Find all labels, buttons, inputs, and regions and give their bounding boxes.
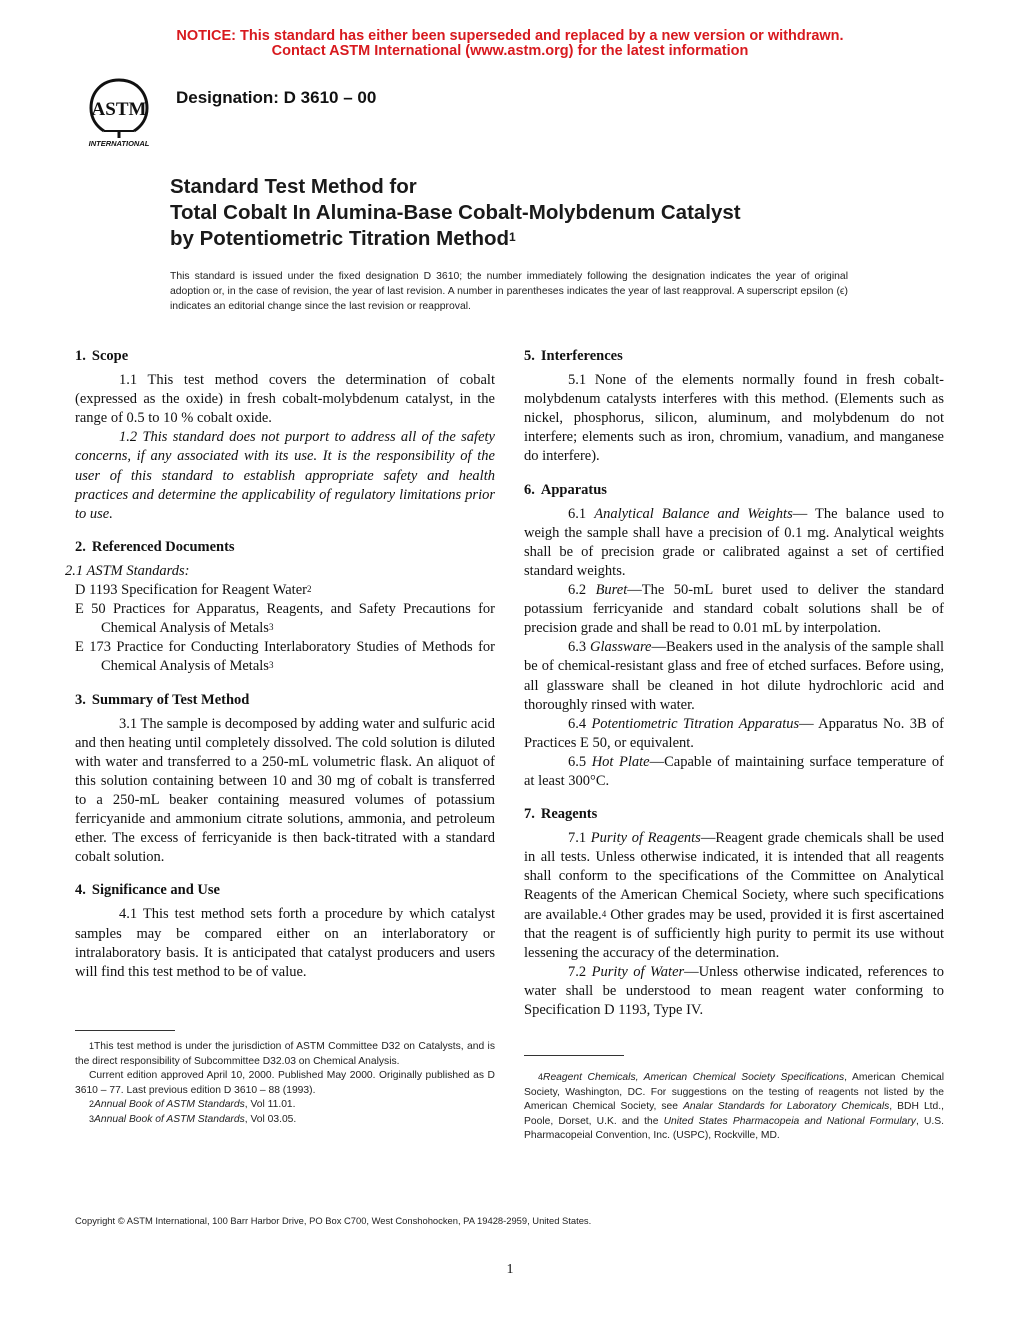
paragraph-7-1: 7.1 Purity of Reagents—Reagent grade chemicals shall be used in all tests. Unless otherwise indicated, it is intended that all reagents shall conform to the specifications of the Committee on Analytical Reagents of the American Chemical Society, where such specifications are available.$^4$ Other grades may be used, provided it is first ascertained that the reagent is of sufficiently high purity to permit its use without lessening the accuracy of the determination. (524, 830, 944, 961)
section-heading-interferences: 5. Interferences (524, 348, 623, 364)
paragraph-5-1: 5.1 None of the elements normally found in fresh cobalt-molybdenum catalysts interferes with this method. (Elements such as nickel, phosphorus, silicon, aluminum, and molybdenum do not interfere; elements such as iron, chromium, vanadium, and manganese do interfere). (524, 372, 944, 465)
right-column (524, 347, 944, 1020)
paragraph-6-4: 6.4 Potentiometric Titration Apparatus— Apparatus No. 3B of Practices E 50, or equivalent. (524, 715, 945, 751)
paragraph-3-1: 3.1 The sample is decomposed by adding water and sulfuric acid and then heating until completely dissolved. The cold solution is diluted with water and transferred to a 250-mL volumetric flask. An aliquot of this solution containing between 10 and 30 mg of cobalt is transferred to a 250-mL beaker containing measured volumes of potassium ferricyanide and ammonium citrate solutions, ammonia, and petroleum ether. The excess of ferricyanide is then back-titrated with a standard cobalt solution. (75, 715, 495, 866)
logo-text: ASTM (91, 99, 147, 120)
footnote-3: $^3$Annual Book of ASTM Standards, Vol 03.05. (89, 1113, 297, 1125)
footnote-4: $^4$Reagent Chemicals, American Chemical Society Specifications, American Chemical Society, Washington, DC. For suggestions on the testing of reagents not listed by the American Chemical Society, see Analar Standards for Laboratory Chemicals, BDH Ltd., Poole, Dorset, U.K. and the United States Pharmacopeia and National Formulary, U.S. Pharmacopeial Convention, Inc. (USPC), Rockville, MD. (524, 1072, 945, 1142)
paragraph-6-2: 6.2 Buret—The 50-mL buret used to deliver the standard potassium ferricyanide and standard cobalt solutions shall be of precision grade and shall be read to 0.01 mL by interpolation. (524, 582, 944, 637)
paragraph-2-1: 2.1 ASTM Standards: (65, 562, 190, 579)
section-heading-significance: 4. Significance and Use (75, 882, 220, 899)
footnotes-left (75, 1040, 495, 1128)
section-heading-apparatus: 6. Apparatus (524, 481, 607, 498)
section-heading-scope: 1. Scope (75, 348, 129, 364)
footnote-divider-left (75, 1030, 175, 1031)
footnote-2: $^2$Annual Book of ASTM Standards, Vol 11.01. (89, 1099, 296, 1111)
paragraph-1-1: 1.1 This test method covers the determination of cobalt (expressed as the oxide) in fresh cobalt-molybdenum catalyst, in the range of 0.5 to 10 % cobalt oxide. (75, 372, 495, 427)
copyright-line: Copyright © ASTM International, 100 Barr Harbor Drive, PO Box C700, West Conshohocken, PA 19428-2959, United States. (75, 1215, 592, 1226)
page-number: 1 (506, 1262, 514, 1277)
astm-logo-icon (74, 74, 164, 152)
notice-line-2: Contact ASTM International (www.astm.org) for the latest information (271, 43, 749, 59)
paragraph-6-1: 6.1 Analytical Balance and Weights— The balance used to weigh the sample shall have a precision of 0.1 mg. Analytical weights shall be of precision grade or calibrated against a set of certified standard weights. (524, 505, 945, 579)
reference-e50: E 50 Practices for Apparatus, Reagents, and Safety Precautions for Chemical Analysis of Metals$^3$ (75, 601, 495, 637)
section-heading-summary: 3. Summary of Test Method (75, 691, 250, 708)
paragraph-6-3: 6.3 Glassware—Beakers used in the analysis of the sample shall be of chemical-resistant glass and free of etched surfaces. Before using, all glassware shall be cleaned in hot dilute hydrochloric acid and thoroughly rinsed with water. (524, 639, 944, 713)
title-footnote-mark: 1 (509, 230, 516, 244)
paragraph-4-1: 4.1 This test method sets forth a procedure by which catalyst samples may be compared either on an interlaboratory or intralaboratory basis. It is anticipated that catalyst producers and users will find this test method to be of value. (75, 906, 495, 980)
document-title (170, 174, 741, 252)
section-heading-reagents: 7. Reagents (524, 806, 598, 823)
designation: Designation: D 3610 – 00 (176, 88, 377, 107)
paragraph-7-2: 7.2 Purity of Water—Unless otherwise indicated, references to water shall be understood to mean reagent water conforming to Specification D 1193, Type IV. (524, 963, 944, 1018)
footnotes-right (524, 1071, 944, 1144)
title-line-3: by Potentiometric Titration Method$^1$ (170, 227, 516, 250)
footnote-1: $^1$This test method is under the jurisdiction of ASTM Committee D32 on Catalysts, and is the direct responsibility of Subcommittee D32.03 on Chemical Analysis. (75, 1041, 495, 1067)
footnote-1-edition: Current edition approved April 10, 2000. Published May 2000. Originally published as D 3610 – 77. Last previous edition D 3610 – 88 (1993). (75, 1070, 495, 1096)
title-line-1: Standard Test Method for (170, 175, 417, 198)
logo-subtitle: INTERNATIONAL (88, 139, 150, 148)
left-column (65, 347, 495, 982)
paragraph-6-5: 6.5 Hot Plate—Capable of maintaining surface temperature of at least 300°C. (524, 753, 944, 789)
footnote-divider-right (524, 1055, 624, 1056)
title-line-2: Total Cobalt In Alumina-Base Cobalt-Molybdenum Catalyst (170, 201, 741, 224)
section-heading-referenced-documents: 2. Referenced Documents (75, 538, 235, 555)
reference-e173: E 173 Practice for Conducting Interlaboratory Studies of Methods for Chemical Analysis of Metals$^3$ (75, 639, 495, 675)
reference-d1193: D 1193 Specification for Reagent Water$^2$ (75, 582, 312, 599)
issuance-note: This standard is issued under the fixed designation D 3610; the number immediately following the designation indicates the year of original adoption or, in the case of revision, the year of last revision. A number in parentheses indicates the year of last reapproval. A superscript epsilon (ϵ) indicates an editorial change since the last revision or reapproval. (170, 271, 848, 312)
notice-line-1: NOTICE: This standard has either been superseded and replaced by a new version or withdrawn. (176, 28, 844, 44)
paragraph-1-2: 1.2 This standard does not purport to address all of the safety concerns, if any associated with its use. It is the responsibility of the user of this standard to establish appropriate safety and health practices and determine the applicability of regulatory limitations prior to use. (75, 429, 495, 522)
